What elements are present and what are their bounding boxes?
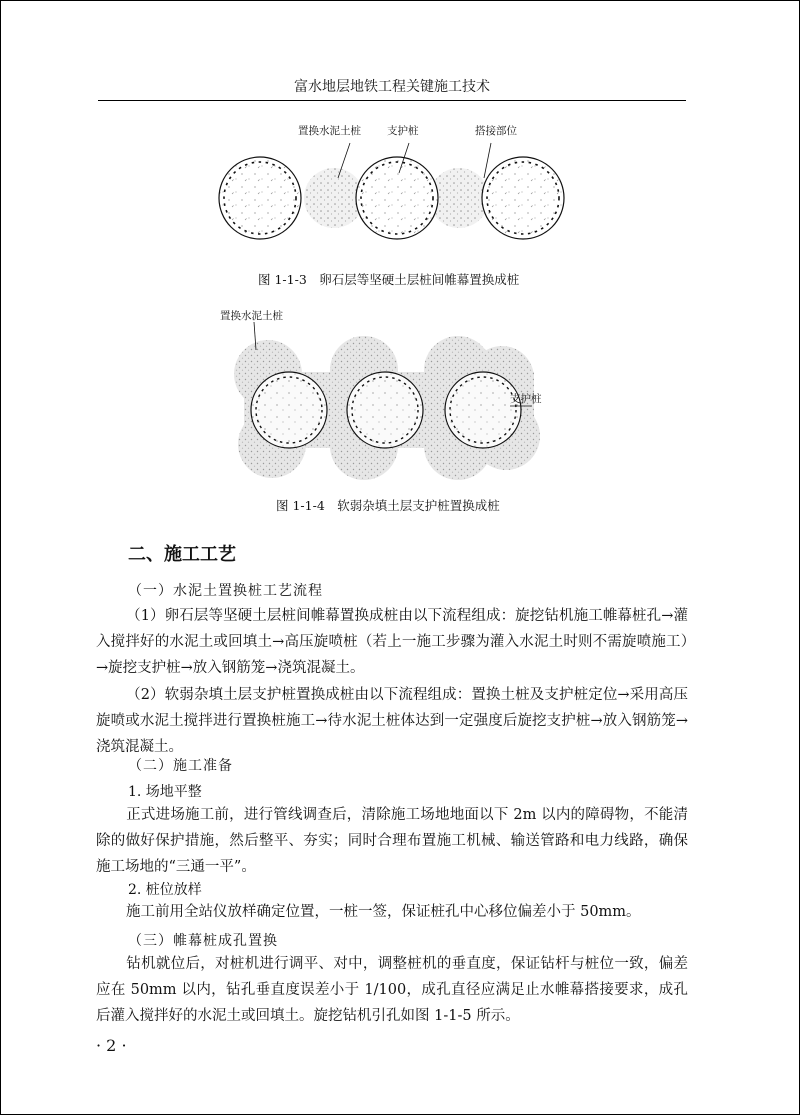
page-number: · 2 · bbox=[96, 1036, 127, 1055]
paragraph-text: （2）软弱杂填土层支护桩置换成桩由以下流程组成：置换土桩及支护桩定位→采用高压旋喷或水泥土搅拌进行置换桩施工→待水泥土桩体达到一定强度后旋挖支护桩→放入钢筋笼→浇筑混凝土。 bbox=[96, 687, 688, 755]
label-support-pile: 支护桩 bbox=[510, 393, 542, 405]
support-pile bbox=[445, 372, 521, 448]
support-pile bbox=[219, 157, 301, 239]
item-title: 2. 桩位放样 bbox=[128, 882, 202, 898]
support-pile bbox=[347, 372, 423, 448]
paragraph-text: 施工前用全站仪放样确定位置，一桩一签，保证桩孔中心移位偏差小于 50mm。 bbox=[126, 904, 641, 920]
running-header: 富水地层地铁工程关键施工技术 bbox=[294, 79, 490, 95]
support-pile bbox=[251, 372, 327, 448]
support-piles bbox=[219, 157, 564, 239]
paragraph-text: （1）卵石层等坚硬土层桩间帷幕置换成桩由以下流程组成：旋挖钻机施工帷幕桩孔→灌入搅拌好的水泥土或回填土→高压旋喷桩（若上一施工步骤为灌入水泥土时则不需旋喷施工）→旋挖支护桩→放入钢筋笼→浇筑混凝土。 bbox=[96, 608, 688, 676]
paragraph bbox=[96, 802, 688, 880]
paragraph bbox=[96, 951, 688, 1029]
support-pile bbox=[356, 157, 438, 239]
cement-pile bbox=[304, 168, 364, 228]
subsection-heading: （二）施工准备 bbox=[128, 758, 233, 774]
figure-caption-1-1-3: 图 1-1-3 卵石层等坚硬土层桩间帷幕置换成桩 bbox=[258, 272, 520, 287]
figure-caption-1-1-4: 图 1-1-4 软弱杂填土层支护桩置换成桩 bbox=[276, 498, 500, 513]
paragraph bbox=[96, 682, 688, 760]
item-title: 1. 场地平整 bbox=[128, 784, 202, 800]
paragraph-text: 钻机就位后，对桩机进行调平、对中，调整桩机的垂直度，保证钻杆与桩位一致，偏差应在 50mm 以内，钻孔垂直度误差小于 1/100，成孔直径应满足止水帷幕搭接要求，成孔后灌入搅拌好的水泥土或回填土。旋挖钻机引孔如图 1-1-5 所示。 bbox=[96, 956, 688, 1024]
subsection-heading: （一）水泥土置换桩工艺流程 bbox=[128, 583, 323, 599]
paragraph bbox=[96, 603, 688, 681]
label-cement-pile: 置换水泥土桩 bbox=[220, 310, 283, 322]
header-rule bbox=[98, 100, 686, 101]
figure-1-1-4 bbox=[214, 306, 554, 492]
label-support-pile: 支护桩 bbox=[387, 125, 419, 137]
label-cement-pile: 置换水泥土桩 bbox=[298, 125, 361, 137]
paragraph bbox=[96, 899, 688, 925]
section-heading: 二、施工工艺 bbox=[128, 544, 236, 565]
support-piles bbox=[251, 372, 521, 448]
paragraph-text: 正式进场施工前，进行管线调查后，清除施工场地地面以下 2m 以内的障碍物，不能清除的做好保护措施，然后整平、夯实；同时合理布置施工机械、输送管路和电力线路，确保施工场地的“三通一平”。 bbox=[96, 807, 688, 875]
figure-1-1-3 bbox=[200, 118, 600, 266]
label-overlap: 搭接部位 bbox=[475, 125, 517, 137]
subsection-heading: （三）帷幕桩成孔置换 bbox=[128, 933, 278, 949]
support-pile bbox=[482, 157, 564, 239]
